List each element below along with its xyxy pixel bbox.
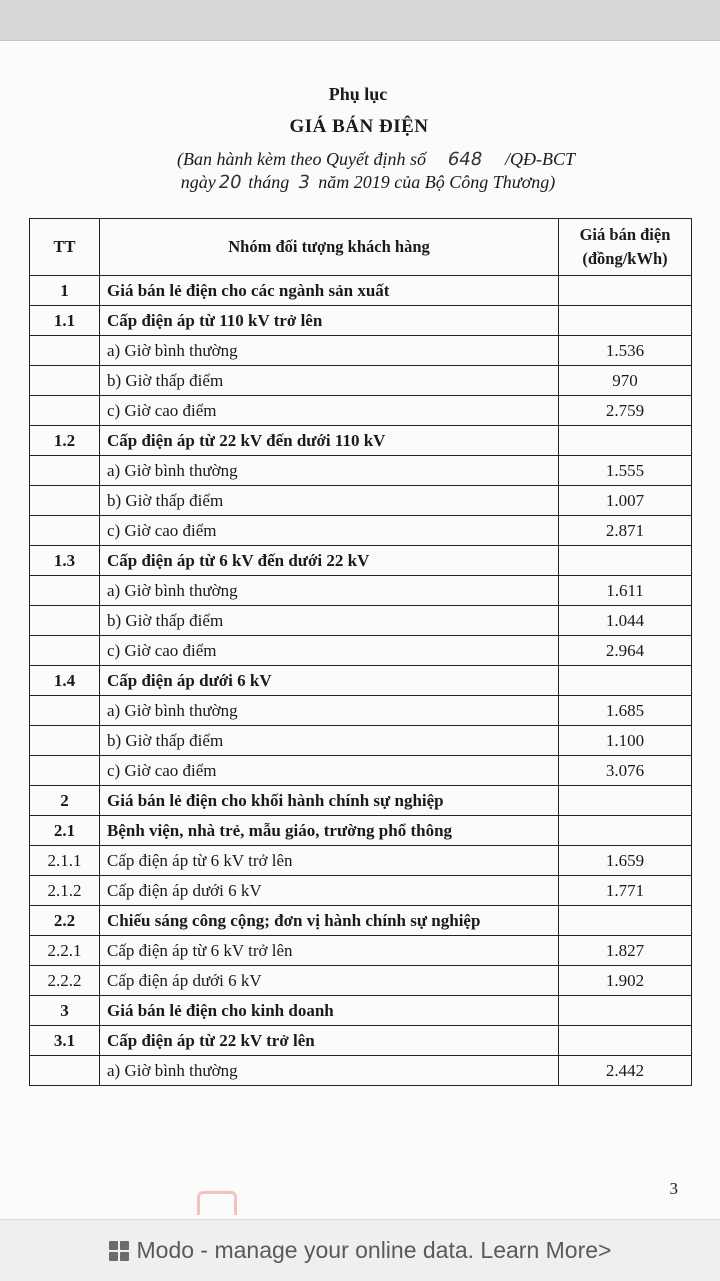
table-row bbox=[30, 1026, 692, 1056]
row-customer-group: Cấp điện áp từ 22 kV đến dưới 110 kV bbox=[100, 426, 559, 456]
table-row bbox=[30, 966, 692, 996]
row-customer-group: a) Giờ bình thường bbox=[100, 336, 559, 366]
table-row bbox=[30, 936, 692, 966]
row-customer-group: Cấp điện áp từ 22 kV trở lên bbox=[100, 1026, 559, 1056]
row-price bbox=[559, 276, 692, 306]
row-price: 970 bbox=[559, 366, 692, 396]
issued-by-line bbox=[16, 149, 720, 170]
row-price bbox=[559, 786, 692, 816]
table-row bbox=[30, 516, 692, 546]
row-tt bbox=[30, 366, 100, 396]
row-price: 1.611 bbox=[559, 576, 692, 606]
row-tt: 3 bbox=[30, 996, 100, 1026]
watermark-mark-icon bbox=[197, 1191, 237, 1215]
issued-date-line bbox=[8, 172, 720, 193]
header-price-unit: (đồng/kWh) bbox=[582, 249, 668, 268]
table-row bbox=[30, 996, 692, 1026]
row-customer-group: a) Giờ bình thường bbox=[100, 456, 559, 486]
row-price: 1.659 bbox=[559, 846, 692, 876]
row-price: 1.100 bbox=[559, 726, 692, 756]
issued-month: 3 bbox=[296, 172, 312, 193]
row-customer-group: c) Giờ cao điểm bbox=[100, 396, 559, 426]
electricity-price-table bbox=[29, 218, 692, 1086]
row-price: 2.759 bbox=[559, 396, 692, 426]
header-tt: TT bbox=[30, 219, 100, 276]
row-tt bbox=[30, 756, 100, 786]
row-customer-group: b) Giờ thấp điểm bbox=[100, 486, 559, 516]
row-customer-group: Cấp điện áp từ 6 kV đến dưới 22 kV bbox=[100, 546, 559, 576]
row-price bbox=[559, 666, 692, 696]
row-tt bbox=[30, 606, 100, 636]
row-tt: 2.1.1 bbox=[30, 846, 100, 876]
row-tt bbox=[30, 486, 100, 516]
issued-line-prefix: (Ban hành kèm theo Quyết định số bbox=[177, 149, 426, 169]
row-tt bbox=[30, 636, 100, 666]
ad-banner[interactable] bbox=[0, 1219, 720, 1281]
decision-number: 648 bbox=[446, 149, 485, 170]
row-customer-group: b) Giờ thấp điểm bbox=[100, 726, 559, 756]
row-price: 1.902 bbox=[559, 966, 692, 996]
row-customer-group: Cấp điện áp dưới 6 kV bbox=[100, 876, 559, 906]
row-tt: 3.1 bbox=[30, 1026, 100, 1056]
row-price bbox=[559, 1026, 692, 1056]
row-customer-group: c) Giờ cao điểm bbox=[100, 516, 559, 546]
table-row bbox=[30, 546, 692, 576]
row-tt bbox=[30, 726, 100, 756]
row-tt bbox=[30, 1056, 100, 1086]
row-price bbox=[559, 996, 692, 1026]
table-row bbox=[30, 696, 692, 726]
table-row bbox=[30, 756, 692, 786]
table-row bbox=[30, 636, 692, 666]
row-price: 1.685 bbox=[559, 696, 692, 726]
row-customer-group: a) Giờ bình thường bbox=[100, 696, 559, 726]
table-header-row bbox=[30, 219, 692, 276]
table-row bbox=[30, 666, 692, 696]
row-tt: 2.2.1 bbox=[30, 936, 100, 966]
row-tt: 2.2.2 bbox=[30, 966, 100, 996]
row-price: 1.044 bbox=[559, 606, 692, 636]
row-customer-group: a) Giờ bình thường bbox=[100, 1056, 559, 1086]
year-suffix: năm 2019 của Bộ Công Thương) bbox=[318, 172, 556, 192]
row-tt: 2.2 bbox=[30, 906, 100, 936]
document-title: GIÁ BÁN ĐIỆN bbox=[289, 116, 429, 137]
row-tt bbox=[30, 456, 100, 486]
row-price bbox=[559, 906, 692, 936]
viewer-top-bar bbox=[0, 0, 720, 41]
row-tt: 1.2 bbox=[30, 426, 100, 456]
row-tt: 1.3 bbox=[30, 546, 100, 576]
row-price: 2.964 bbox=[559, 636, 692, 666]
row-customer-group: Chiếu sáng công cộng; đơn vị hành chính sự nghiệp bbox=[100, 906, 559, 936]
row-tt: 1.4 bbox=[30, 666, 100, 696]
row-price: 1.007 bbox=[559, 486, 692, 516]
row-price bbox=[559, 816, 692, 846]
row-price bbox=[559, 306, 692, 336]
row-customer-group: Cấp điện áp dưới 6 kV bbox=[100, 666, 559, 696]
table-row bbox=[30, 876, 692, 906]
modo-logo-icon bbox=[109, 1241, 129, 1261]
table-row bbox=[30, 336, 692, 366]
row-customer-group: Giá bán lẻ điện cho các ngành sản xuất bbox=[100, 276, 559, 306]
table-row bbox=[30, 606, 692, 636]
row-customer-group: a) Giờ bình thường bbox=[100, 576, 559, 606]
row-price: 1.771 bbox=[559, 876, 692, 906]
row-customer-group: Bệnh viện, nhà trẻ, mẫu giáo, trường phổ thông bbox=[100, 816, 559, 846]
table-row bbox=[30, 726, 692, 756]
row-customer-group: Cấp điện áp từ 6 kV trở lên bbox=[100, 936, 559, 966]
date-prefix: ngày bbox=[180, 172, 216, 192]
row-tt bbox=[30, 576, 100, 606]
row-customer-group: Giá bán lẻ điện cho kinh doanh bbox=[100, 996, 559, 1026]
row-customer-group: Giá bán lẻ điện cho khối hành chính sự nghiệp bbox=[100, 786, 559, 816]
row-customer-group: Cấp điện áp từ 6 kV trở lên bbox=[100, 846, 559, 876]
row-price: 1.827 bbox=[559, 936, 692, 966]
row-price: 2.871 bbox=[559, 516, 692, 546]
row-customer-group: c) Giờ cao điểm bbox=[100, 756, 559, 786]
row-price: 2.442 bbox=[559, 1056, 692, 1086]
row-customer-group: Cấp điện áp từ 110 kV trở lên bbox=[100, 306, 559, 336]
row-tt bbox=[30, 396, 100, 426]
row-customer-group: c) Giờ cao điểm bbox=[100, 636, 559, 666]
table-row bbox=[30, 426, 692, 456]
row-price: 1.536 bbox=[559, 336, 692, 366]
header-price-line1: Giá bán điện bbox=[579, 225, 671, 244]
month-word: tháng bbox=[248, 172, 290, 192]
table-row bbox=[30, 576, 692, 606]
table-row bbox=[30, 846, 692, 876]
row-tt: 2 bbox=[30, 786, 100, 816]
row-tt: 1.1 bbox=[30, 306, 100, 336]
appendix-label: Phụ lục bbox=[328, 84, 388, 104]
row-tt bbox=[30, 336, 100, 366]
row-tt bbox=[30, 696, 100, 726]
table-row bbox=[30, 396, 692, 426]
table-body bbox=[30, 276, 692, 1086]
table-row bbox=[30, 786, 692, 816]
header-customer-group: Nhóm đối tượng khách hàng bbox=[100, 219, 559, 276]
table-row bbox=[30, 486, 692, 516]
issued-day: 20 bbox=[216, 172, 244, 193]
table-row bbox=[30, 1056, 692, 1086]
table-row bbox=[30, 906, 692, 936]
table-row bbox=[30, 306, 692, 336]
row-customer-group: Cấp điện áp dưới 6 kV bbox=[100, 966, 559, 996]
row-tt: 1 bbox=[30, 276, 100, 306]
row-tt bbox=[30, 516, 100, 546]
row-customer-group: b) Giờ thấp điểm bbox=[100, 366, 559, 396]
table-row bbox=[30, 366, 692, 396]
header-price bbox=[559, 219, 692, 276]
row-tt: 2.1 bbox=[30, 816, 100, 846]
row-customer-group: b) Giờ thấp điểm bbox=[100, 606, 559, 636]
row-price bbox=[559, 426, 692, 456]
page-number: 3 bbox=[669, 1179, 678, 1198]
table-row bbox=[30, 276, 692, 306]
row-price: 1.555 bbox=[559, 456, 692, 486]
table-row bbox=[30, 456, 692, 486]
row-price bbox=[559, 546, 692, 576]
row-tt: 2.1.2 bbox=[30, 876, 100, 906]
decision-code: /QĐ-BCT bbox=[504, 149, 575, 169]
table-row bbox=[30, 816, 692, 846]
banner-text[interactable]: Modo - manage your online data. Learn More> bbox=[136, 1237, 612, 1263]
row-price: 3.076 bbox=[559, 756, 692, 786]
